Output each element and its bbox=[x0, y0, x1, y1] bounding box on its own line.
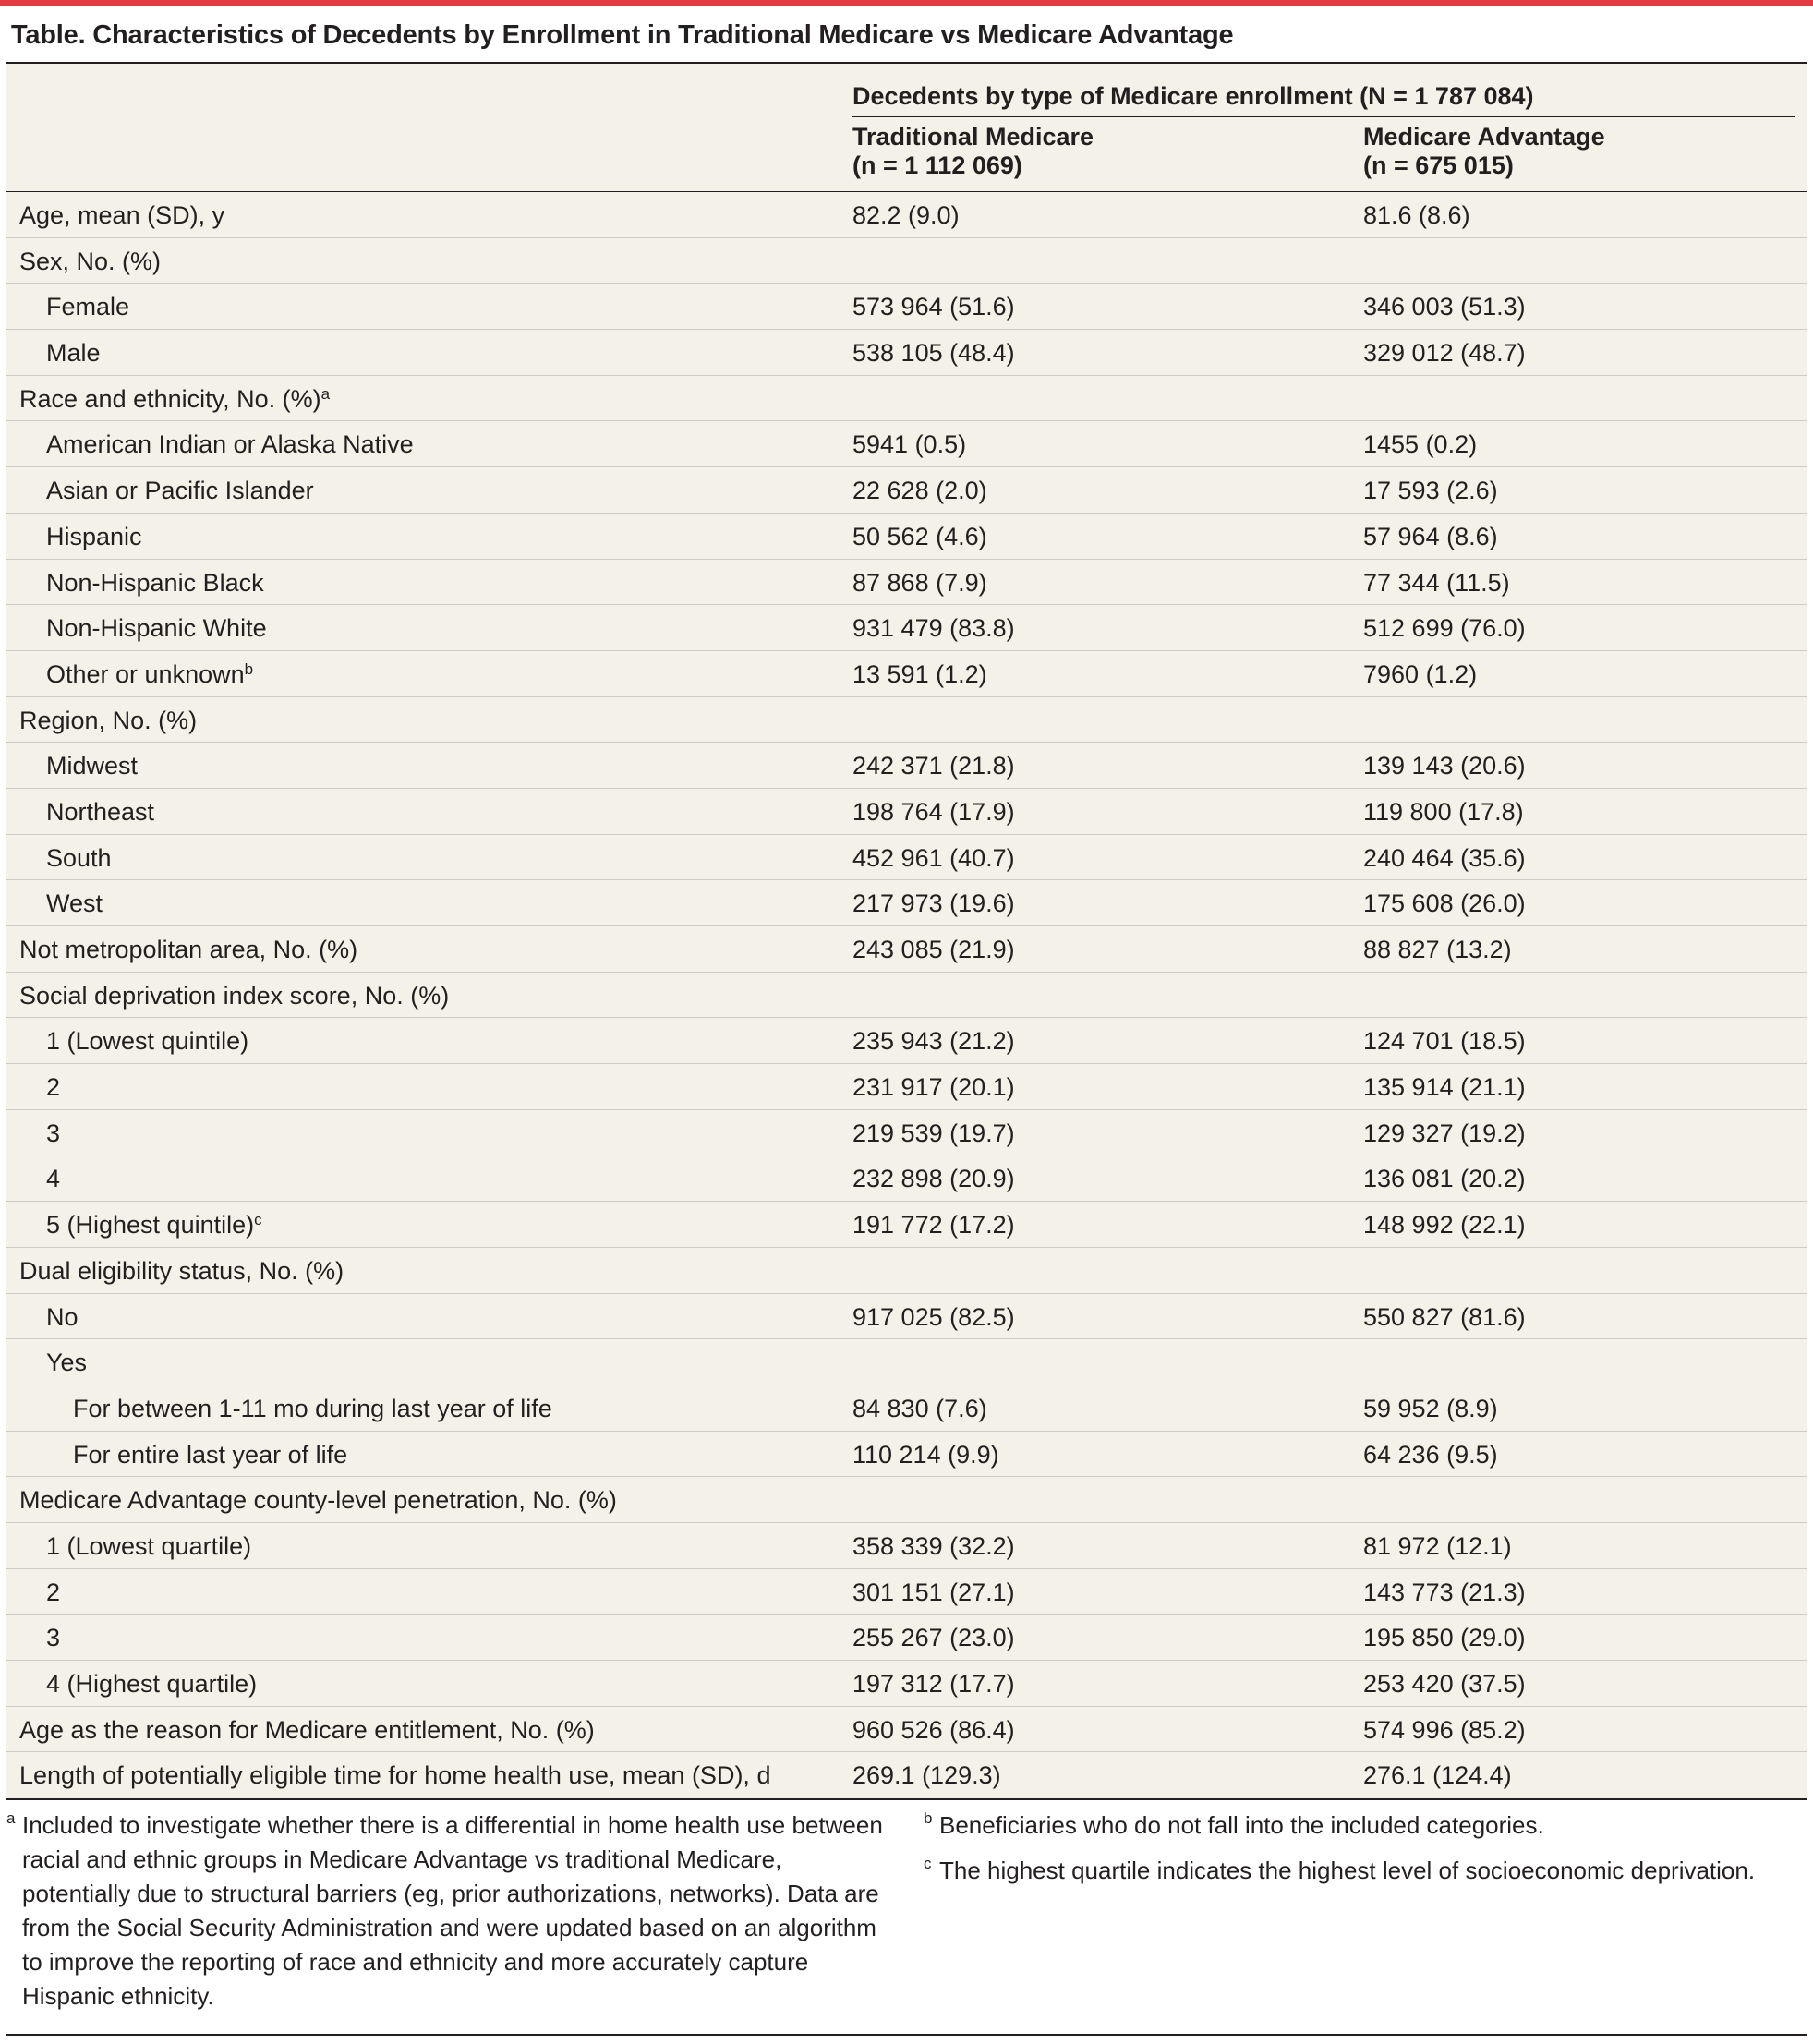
footnote-b-text: Beneficiaries who do not fall into the included categories. bbox=[939, 1811, 1544, 1839]
row-label bbox=[46, 1211, 262, 1240]
row-label-text: South bbox=[46, 843, 112, 872]
row-label bbox=[46, 523, 142, 551]
row-label bbox=[46, 1027, 248, 1056]
table-row bbox=[6, 743, 1807, 789]
cell-medicare-advantage: 81 972 (12.1) bbox=[1363, 1531, 1512, 1560]
row-label bbox=[46, 889, 103, 918]
header-group-label: Decedents by type of Medicare enrollment (N = 1 787 084) bbox=[852, 82, 1795, 117]
table-row bbox=[6, 1752, 1807, 1798]
table-row bbox=[6, 973, 1807, 1019]
cell-traditional-medicare: 82.2 (9.0) bbox=[852, 201, 960, 229]
cell-traditional-medicare: 219 539 (19.7) bbox=[852, 1119, 1015, 1147]
cell-traditional-medicare: 242 371 (21.8) bbox=[852, 752, 1015, 780]
cell-medicare-advantage: 574 996 (85.2) bbox=[1363, 1715, 1526, 1744]
table-title: Table. Characteristics of Decedents by Enrollment in Traditional Medicare vs Medicare Advantage bbox=[11, 20, 1234, 50]
row-label bbox=[46, 1624, 60, 1652]
cell-traditional-medicare: 198 764 (17.9) bbox=[852, 797, 1015, 826]
row-label-text: For between 1-11 mo during last year of life bbox=[73, 1394, 552, 1422]
row-label bbox=[46, 752, 138, 780]
cell-medicare-advantage: 512 699 (76.0) bbox=[1363, 614, 1526, 643]
table-row bbox=[6, 238, 1807, 284]
table-row bbox=[6, 697, 1807, 744]
table-row bbox=[6, 1477, 1807, 1523]
cell-medicare-advantage: 124 701 (18.5) bbox=[1363, 1027, 1526, 1056]
table-row bbox=[6, 421, 1807, 467]
cell-traditional-medicare: 22 628 (2.0) bbox=[852, 477, 987, 505]
row-label bbox=[46, 339, 101, 368]
cell-traditional-medicare: 931 479 (83.8) bbox=[852, 614, 1015, 643]
cell-traditional-medicare: 232 898 (20.9) bbox=[852, 1165, 1015, 1193]
row-label-text: Asian or Pacific Islander bbox=[46, 477, 314, 505]
table-row bbox=[6, 1155, 1807, 1202]
cell-traditional-medicare: 538 105 (48.4) bbox=[852, 339, 1015, 368]
row-label-text: Age as the reason for Medicare entitlement, No. (%) bbox=[19, 1715, 595, 1744]
cell-medicare-advantage: 139 143 (20.6) bbox=[1363, 752, 1526, 780]
cell-medicare-advantage: 77 344 (11.5) bbox=[1363, 568, 1510, 597]
row-label-text: West bbox=[46, 889, 103, 918]
table-row bbox=[6, 835, 1807, 881]
footnote-c-mark: c bbox=[924, 1855, 932, 1872]
row-label bbox=[46, 798, 154, 827]
row-label-text: Hispanic bbox=[46, 522, 142, 550]
table-row bbox=[6, 192, 1807, 238]
cell-traditional-medicare: 358 339 (32.2) bbox=[852, 1531, 1015, 1560]
row-label bbox=[46, 1073, 60, 1102]
table-row bbox=[6, 605, 1807, 651]
table-row bbox=[6, 560, 1807, 606]
row-label-text: 2 bbox=[46, 1073, 61, 1102]
row-label-text: 2 bbox=[46, 1578, 61, 1606]
cell-traditional-medicare: 5941 (0.5) bbox=[852, 430, 967, 459]
header-col1-name: Traditional Medicare bbox=[852, 123, 1094, 151]
footnote-a-text: Included to investigate whether there is a differential in home health use between racial and ethnic groups in Medicare Advantage vs traditional Medicare, potentially due to structural barriers (eg, prior authorizations, networks). Data are from the Social Security Administration and were updated based on an algorithm to improve the reporting of race and ethnicity and more accurately capture Hispanic ethnicity. bbox=[22, 1811, 883, 2010]
cell-medicare-advantage: 143 773 (21.3) bbox=[1363, 1578, 1526, 1606]
row-label-text: Dual eligibility status, No. (%) bbox=[19, 1256, 344, 1285]
table-header bbox=[6, 64, 1807, 191]
cell-traditional-medicare: 50 562 (4.6) bbox=[852, 522, 987, 550]
cell-medicare-advantage: 64 236 (9.5) bbox=[1363, 1440, 1498, 1469]
cell-medicare-advantage: 7960 (1.2) bbox=[1363, 659, 1478, 688]
header-medicare-advantage bbox=[1363, 123, 1605, 180]
cell-traditional-medicare: 243 085 (21.9) bbox=[852, 936, 1015, 963]
cell-traditional-medicare: 13 591 (1.2) bbox=[852, 659, 987, 688]
cell-medicare-advantage: 253 420 (37.5) bbox=[1363, 1670, 1526, 1698]
cell-medicare-advantage: 148 992 (22.1) bbox=[1363, 1211, 1526, 1240]
cell-medicare-advantage: 175 608 (26.0) bbox=[1363, 889, 1526, 918]
data-table bbox=[6, 62, 1807, 1800]
cell-traditional-medicare: 84 830 (7.6) bbox=[852, 1394, 987, 1422]
row-label bbox=[46, 430, 414, 459]
table-row bbox=[6, 1248, 1807, 1294]
row-label-text: Sex, No. (%) bbox=[19, 247, 162, 275]
footnote-marker: c bbox=[254, 1211, 262, 1229]
cell-medicare-advantage: 135 914 (21.1) bbox=[1363, 1073, 1526, 1102]
footnote-b-mark: b bbox=[924, 1809, 933, 1827]
footnote-a-mark: a bbox=[6, 1809, 16, 1827]
header-col1-n: (n = 1 112 069) bbox=[852, 151, 1022, 179]
row-label bbox=[46, 844, 112, 873]
row-label bbox=[19, 1486, 617, 1515]
cell-medicare-advantage: 276.1 (124.4) bbox=[1363, 1761, 1512, 1790]
cell-medicare-advantage: 59 952 (8.9) bbox=[1363, 1394, 1498, 1422]
cell-medicare-advantage: 17 593 (2.6) bbox=[1363, 477, 1498, 505]
row-label bbox=[46, 1670, 257, 1699]
row-label-text: Race and ethnicity, No. (%) bbox=[19, 384, 321, 413]
table-row bbox=[6, 376, 1807, 422]
cell-traditional-medicare: 301 151 (27.1) bbox=[852, 1578, 1015, 1606]
table-row bbox=[6, 514, 1807, 560]
table-row bbox=[6, 1110, 1807, 1156]
row-label-text: Non-Hispanic White bbox=[46, 614, 267, 643]
cell-medicare-advantage: 550 827 (81.6) bbox=[1363, 1302, 1526, 1331]
row-label-text: Not metropolitan area, No. (%) bbox=[19, 936, 358, 963]
row-label-text: 5 (Highest quintile) bbox=[46, 1211, 255, 1240]
cell-medicare-advantage: 88 827 (13.2) bbox=[1363, 936, 1512, 963]
cell-medicare-advantage: 136 081 (20.2) bbox=[1363, 1165, 1526, 1193]
cell-traditional-medicare: 235 943 (21.2) bbox=[852, 1027, 1015, 1056]
row-label bbox=[46, 1165, 60, 1193]
table-row bbox=[6, 1661, 1807, 1707]
row-label-text: 4 bbox=[46, 1165, 61, 1193]
cell-traditional-medicare: 452 961 (40.7) bbox=[852, 843, 1015, 872]
row-label-text: 1 (Lowest quintile) bbox=[46, 1027, 249, 1056]
row-label bbox=[46, 614, 267, 643]
table-row bbox=[6, 1018, 1807, 1064]
cell-traditional-medicare: 87 868 (7.9) bbox=[852, 568, 987, 597]
row-label-text: Non-Hispanic Black bbox=[46, 568, 264, 597]
table-body bbox=[6, 191, 1807, 1798]
table-row bbox=[6, 1707, 1807, 1753]
row-label-text: 1 (Lowest quartile) bbox=[46, 1531, 252, 1560]
table-row bbox=[6, 467, 1807, 514]
table-row bbox=[6, 651, 1807, 697]
row-label bbox=[46, 569, 264, 598]
cell-traditional-medicare: 217 973 (19.6) bbox=[852, 889, 1015, 918]
row-label-text: Region, No. (%) bbox=[19, 706, 198, 734]
table-row bbox=[6, 284, 1807, 330]
cell-traditional-medicare: 231 917 (20.1) bbox=[852, 1073, 1015, 1102]
table-row bbox=[6, 1432, 1807, 1478]
table-row bbox=[6, 1523, 1807, 1569]
row-label bbox=[46, 1303, 79, 1332]
cell-medicare-advantage: 329 012 (48.7) bbox=[1363, 339, 1526, 368]
cell-traditional-medicare: 255 267 (23.0) bbox=[852, 1624, 1015, 1652]
header-col2-name: Medicare Advantage bbox=[1363, 123, 1605, 151]
row-label-text: 3 bbox=[46, 1119, 61, 1147]
row-label bbox=[19, 201, 224, 230]
row-label bbox=[46, 1349, 87, 1377]
cell-traditional-medicare: 917 025 (82.5) bbox=[852, 1302, 1015, 1331]
cell-traditional-medicare: 573 964 (51.6) bbox=[852, 293, 1015, 321]
cell-traditional-medicare: 269.1 (129.3) bbox=[852, 1761, 1001, 1790]
row-label bbox=[46, 1532, 251, 1561]
top-accent-rule bbox=[0, 0, 1813, 6]
header-traditional-medicare bbox=[852, 123, 1094, 180]
row-label-text: For entire last year of life bbox=[73, 1440, 348, 1469]
cell-traditional-medicare: 110 214 (9.9) bbox=[852, 1440, 999, 1469]
row-label-text: Social deprivation index score, No. (%) bbox=[19, 981, 450, 1010]
table-row bbox=[6, 1615, 1807, 1661]
row-label-text: 4 (Highest quartile) bbox=[46, 1670, 258, 1698]
row-label bbox=[46, 293, 129, 321]
row-label-text: Yes bbox=[46, 1349, 88, 1377]
table-row bbox=[6, 1202, 1807, 1248]
table-row bbox=[6, 1294, 1807, 1340]
row-label bbox=[19, 1257, 344, 1286]
row-label-text: Other or unknown bbox=[46, 659, 245, 688]
table-row bbox=[6, 880, 1807, 926]
cell-medicare-advantage: 1455 (0.2) bbox=[1363, 430, 1478, 459]
row-label-text: Female bbox=[46, 293, 130, 321]
row-label bbox=[73, 1395, 552, 1423]
row-label bbox=[46, 660, 253, 689]
row-label-text: 3 bbox=[46, 1624, 61, 1652]
row-label-text: American Indian or Alaska Native bbox=[46, 430, 414, 459]
table-row bbox=[6, 1064, 1807, 1110]
row-label bbox=[46, 477, 314, 505]
row-label-text: No bbox=[46, 1302, 79, 1331]
cell-medicare-advantage: 119 800 (17.8) bbox=[1363, 797, 1524, 826]
table-row bbox=[6, 789, 1807, 835]
table-row bbox=[6, 1339, 1807, 1385]
cell-medicare-advantage: 346 003 (51.3) bbox=[1363, 293, 1526, 321]
row-label bbox=[46, 1119, 60, 1148]
cell-medicare-advantage: 240 464 (35.6) bbox=[1363, 843, 1526, 872]
table-row bbox=[6, 1569, 1807, 1615]
footnote-marker: b bbox=[244, 659, 254, 678]
cell-medicare-advantage: 57 964 (8.6) bbox=[1363, 522, 1498, 550]
row-label-text: Midwest bbox=[46, 752, 139, 780]
header-col2-n: (n = 675 015) bbox=[1363, 151, 1514, 179]
row-label bbox=[46, 1578, 60, 1607]
footnote-marker: a bbox=[320, 384, 331, 403]
row-label bbox=[19, 707, 197, 735]
row-label-text: Length of potentially eligible time for home health use, mean (SD), d bbox=[19, 1761, 771, 1790]
row-label bbox=[73, 1441, 347, 1470]
row-label bbox=[19, 1716, 595, 1745]
bottom-rule bbox=[6, 2034, 1807, 2036]
row-label bbox=[19, 385, 330, 414]
table-row bbox=[6, 330, 1807, 376]
row-label bbox=[19, 936, 357, 964]
cell-medicare-advantage: 81.6 (8.6) bbox=[1363, 201, 1470, 229]
table-row bbox=[6, 1385, 1807, 1432]
cell-medicare-advantage: 129 327 (19.2) bbox=[1363, 1119, 1526, 1147]
cell-traditional-medicare: 191 772 (17.2) bbox=[852, 1211, 1015, 1240]
cell-traditional-medicare: 197 312 (17.7) bbox=[852, 1670, 1015, 1698]
cell-medicare-advantage: 195 850 (29.0) bbox=[1363, 1624, 1526, 1652]
row-label bbox=[19, 982, 449, 1010]
row-label-text: Male bbox=[46, 339, 101, 368]
cell-traditional-medicare: 960 526 (86.4) bbox=[852, 1715, 1015, 1744]
table-row bbox=[6, 926, 1807, 973]
row-label-text: Age, mean (SD), y bbox=[19, 201, 225, 229]
footnote-c-text: The highest quartile indicates the highest level of socioeconomic deprivation. bbox=[939, 1857, 1756, 1884]
row-label-text: Northeast bbox=[46, 797, 155, 826]
row-label bbox=[19, 1761, 770, 1790]
row-label bbox=[19, 248, 161, 276]
row-label-text: Medicare Advantage county-level penetration, No. (%) bbox=[19, 1486, 617, 1515]
